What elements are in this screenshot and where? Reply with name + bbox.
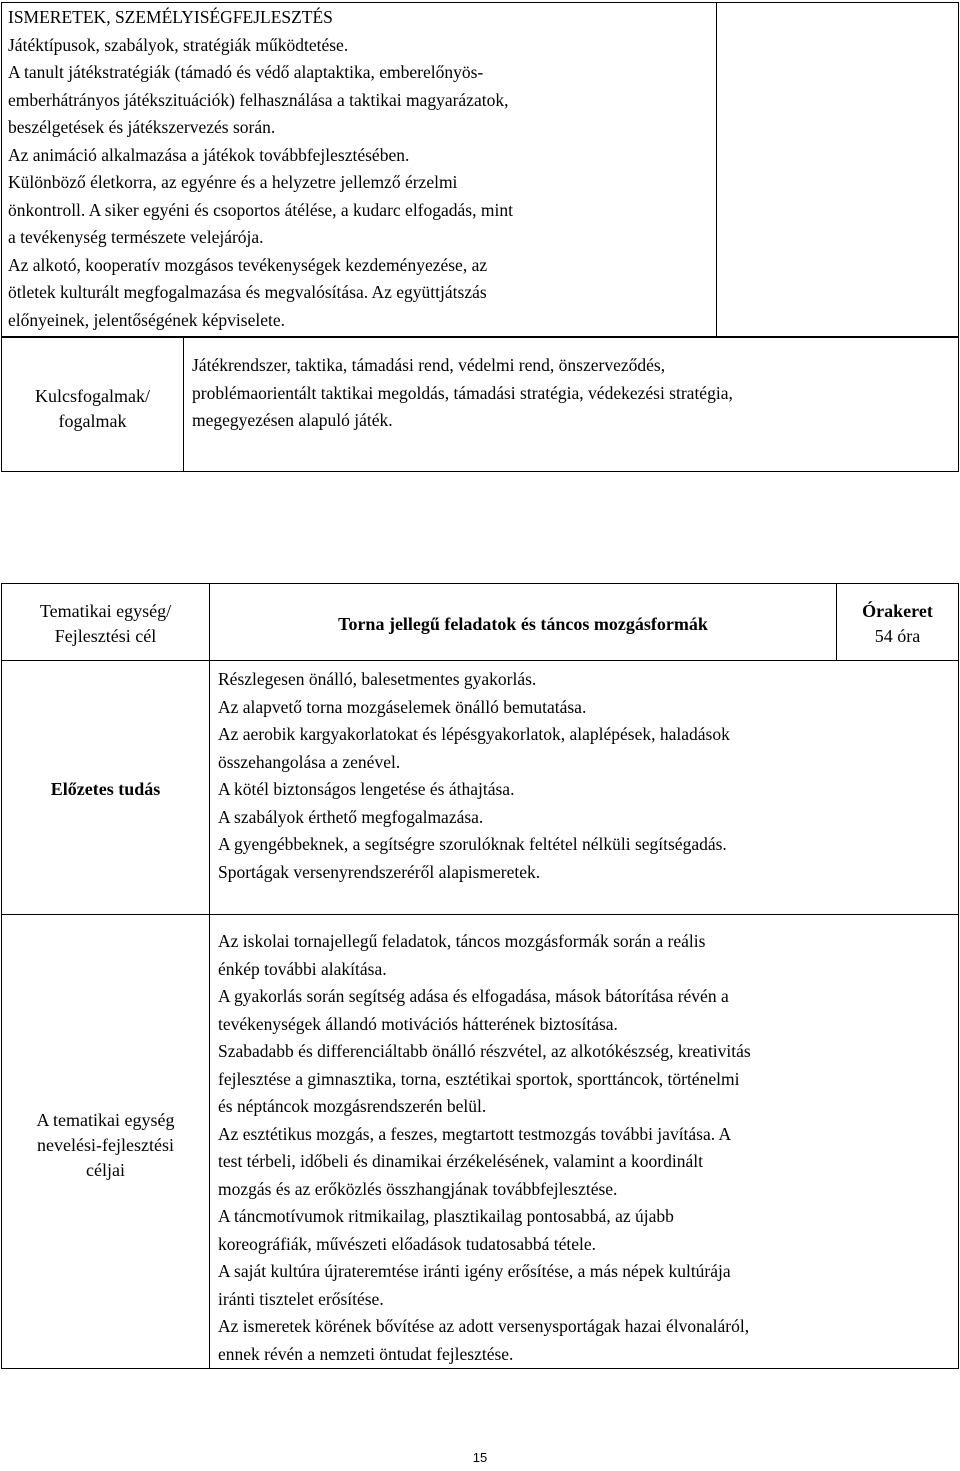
text-line: A tanult játékstratégiák (támadó és védő alaptaktika, emberelőnyös- bbox=[8, 62, 484, 82]
text-line: mozgás és az erőközlés összhangjának továbbfejlesztése. bbox=[218, 1178, 618, 1199]
text-line: tevékenységek állandó motivációs hátterének biztosítása. bbox=[218, 1013, 618, 1034]
text-line: A gyengébbeknek, a segítségre szorulóknak feltétel nélküli segítségadás. bbox=[218, 834, 727, 854]
page-number: 15 bbox=[472, 1450, 488, 1465]
label-line: fogalmak bbox=[58, 411, 127, 431]
text-line: A szabályok érthető megfogalmazása. bbox=[218, 806, 484, 827]
orakeret bbox=[836, 599, 959, 649]
text-line: A saját kultúra újrateremtése iránti igény erősítése, a más népek kultúrája bbox=[218, 1261, 731, 1281]
label-line: nevelési-fejlesztési bbox=[37, 1135, 174, 1155]
tematikai-label bbox=[1, 599, 210, 649]
text-line: Szabadabb és differenciáltabb önálló részvétel, az alkotókészség, kreativitás bbox=[218, 1041, 751, 1061]
text-line: Az alkotó, kooperatív mozgásos tevékenységek kezdeményezése, az bbox=[8, 254, 488, 275]
orakeret-value: 54 óra bbox=[874, 626, 921, 646]
elozetes-label bbox=[1, 777, 210, 802]
text-line: Különböző életkorra, az egyénre és a helyzetre jellemző érzelmi bbox=[8, 172, 458, 192]
text-line: A kötél biztonságos lengetése és áthajtása. bbox=[218, 779, 515, 799]
text-line: problémaorientált taktikai megoldás, támadási stratégia, védekezési stratégia, bbox=[192, 382, 733, 403]
text-line: A táncmotívumok ritmikailag, plasztikailag pontosabbá, az újabb bbox=[218, 1206, 674, 1226]
label-line: Fejlesztési cél bbox=[54, 626, 157, 646]
text-line: ötletek kulturált megfogalmazása és megvalósítása. Az együttjátszás bbox=[8, 282, 487, 302]
text-line: Az animáció alkalmazása a játékok továbbfejlesztésében. bbox=[8, 144, 410, 165]
label-line: Előzetes tudás bbox=[50, 779, 161, 799]
kulcsfogalmak-text bbox=[192, 352, 952, 435]
celjai-text bbox=[218, 928, 953, 1368]
text-line: beszélgetések és játékszervezés során. bbox=[8, 117, 276, 137]
text-line: és néptáncok mozgásrendszerén belül. bbox=[218, 1096, 487, 1116]
text-line: Az ismeretek körének bővítése az adott versenysportágak hazai élvonaláról, bbox=[218, 1316, 750, 1336]
text-line: megegyezésen alapuló játék. bbox=[192, 410, 393, 430]
celjai-label bbox=[1, 1108, 210, 1183]
text-line: emberhátrányos játékszituációk) felhasználása a taktikai magyarázatok, bbox=[8, 89, 509, 110]
label-line: Tematikai egység/ bbox=[39, 601, 172, 621]
text-line: előnyeinek, jelentőségének képviselete. bbox=[8, 309, 285, 330]
top-content-text bbox=[8, 4, 713, 334]
text-line: Az alapvető torna mozgáselemek önálló bemutatása. bbox=[218, 696, 587, 717]
kulcsfogalmak-label bbox=[1, 384, 184, 434]
text-line: fejlesztése a gimnasztika, torna, esztétikai sportok, sporttáncok, történelmi bbox=[218, 1068, 740, 1089]
text-line: ISMERETEK, SZEMÉLYISÉGFEJLESZTÉS bbox=[8, 7, 333, 27]
text-line: összehangolása a zenével. bbox=[218, 751, 401, 772]
text-line: énkép további alakítása. bbox=[218, 958, 387, 979]
orakeret-label: Órakeret bbox=[862, 601, 933, 621]
title-text: Torna jellegű feladatok és táncos mozgásformák bbox=[338, 614, 708, 634]
text-line: Az iskolai tornajellegű feladatok, táncos mozgásformák során a reális bbox=[218, 931, 706, 951]
text-line: Sportágak versenyrendszeréről alapismeretek. bbox=[218, 861, 541, 882]
label-line: Kulcsfogalmak/ bbox=[35, 386, 150, 406]
text-line: Az esztétikus mozgás, a feszes, megtartott testmozgás további javítása. A bbox=[218, 1123, 732, 1144]
top-right-empty-cell bbox=[716, 2, 959, 337]
text-line: Részlegesen önálló, balesetmentes gyakorlás. bbox=[218, 669, 537, 689]
text-line: a tevékenység természete velejárója. bbox=[8, 227, 264, 247]
label-line: A tematikai egység bbox=[36, 1110, 175, 1130]
text-line: önkontroll. A siker egyéni és csoportos átélése, a kudarc elfogadás, mint bbox=[8, 199, 513, 220]
text-line: Játékrendszer, taktika, támadási rend, védelmi rend, önszerveződés, bbox=[192, 355, 666, 375]
text-line: A gyakorlás során segítség adása és elfogadása, mások bátorítása révén a bbox=[218, 986, 729, 1006]
tematikai-title bbox=[209, 612, 837, 637]
label-line: céljai bbox=[86, 1160, 125, 1180]
elozetes-text bbox=[218, 666, 953, 886]
text-line: iránti tisztelet erősítése. bbox=[218, 1288, 384, 1309]
text-line: Játéktípusok, szabályok, stratégiák működtetése. bbox=[8, 34, 349, 55]
text-line: test térbeli, időbeli és dinamikai érzékelésének, valamint a koordinált bbox=[218, 1151, 703, 1171]
text-line: ennek révén a nemzeti öntudat fejlesztése. bbox=[218, 1343, 514, 1364]
text-line: Az aerobik kargyakorlatokat és lépésgyakorlatok, alaplépések, haladások bbox=[218, 724, 730, 744]
text-line: koreográfiák, művészeti előadások tudatosabbá tétele. bbox=[218, 1233, 597, 1254]
